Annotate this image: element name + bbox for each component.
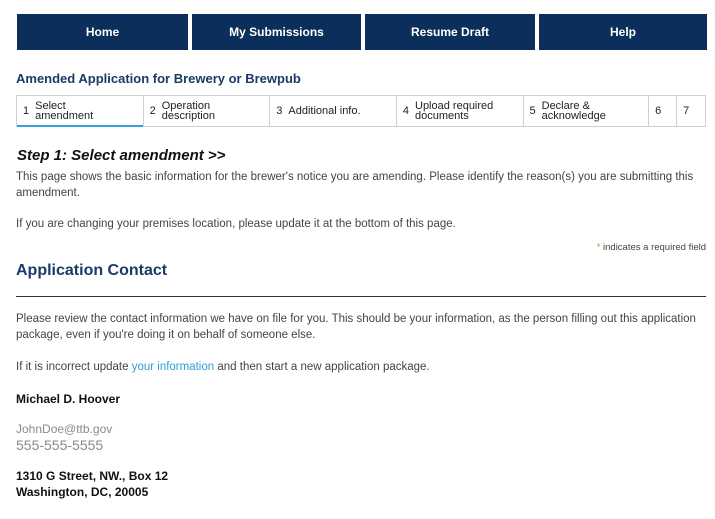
step-label: Additional info. xyxy=(288,105,361,117)
step-number: 5 xyxy=(529,105,536,117)
nav-my-submissions-button[interactable]: My Submissions xyxy=(192,14,361,50)
section-title-application-contact: Application Contact xyxy=(16,262,168,279)
contact-review-text: Please review the contact information we have on file for you. This should be your information, as the person filling out this application package, even if you're doing it on behalf of someone else. xyxy=(16,313,696,341)
step-label: Declare & acknowledge xyxy=(541,100,606,122)
step-number: 4 xyxy=(402,105,409,117)
incorrect-suffix: and then start a new application package. xyxy=(214,361,430,373)
intro-paragraph: This page shows the basic information for the brewer's notice you are amending. Please identify the reason(s) you are submitting this amendment. xyxy=(16,171,694,199)
contact-address-line2: Washington, DC, 20005 xyxy=(16,485,149,499)
incorrect-prefix: If it is incorrect update xyxy=(16,361,132,373)
contact-phone: 555-555-5555 xyxy=(16,437,104,453)
step-number: 3 xyxy=(276,105,283,117)
step-label: Select amendment xyxy=(35,100,94,122)
step-number: 2 xyxy=(149,105,156,117)
your-information-link[interactable]: your information xyxy=(131,361,215,373)
nav-help-button[interactable]: Help xyxy=(539,14,707,50)
step-5-tab[interactable] xyxy=(524,96,650,126)
step-number: 6 xyxy=(655,105,662,117)
required-field-note xyxy=(597,242,706,253)
contact-email: JohnDoe@ttb.gov xyxy=(16,422,113,436)
step-progress-bar xyxy=(16,95,706,127)
nav-resume-draft-button[interactable]: Resume Draft xyxy=(365,14,535,50)
step-label: Operation description xyxy=(161,100,215,122)
step-number: 7 xyxy=(683,105,690,117)
step-heading: Step 1: Select amendment >> xyxy=(17,147,226,164)
application-title: Amended Application for Brewery or Brewpub xyxy=(16,71,301,86)
premises-note: If you are changing your premises location, please update it at the bottom of this page. xyxy=(16,218,456,230)
step-number: 1 xyxy=(23,105,30,117)
step-6-tab[interactable] xyxy=(649,96,677,126)
contact-address-line1: 1310 G Street, NW., Box 12 xyxy=(16,469,169,483)
section-divider xyxy=(16,296,706,297)
required-asterisk: * xyxy=(596,242,601,253)
step-3-tab[interactable] xyxy=(270,96,397,126)
step-1-tab[interactable] xyxy=(17,96,144,126)
contact-name: Michael D. Hoover xyxy=(16,392,121,406)
top-nav xyxy=(17,14,707,50)
step-7-tab[interactable] xyxy=(677,96,705,126)
incorrect-info-text xyxy=(16,359,696,375)
required-text: indicates a required field xyxy=(603,242,706,253)
step-2-tab[interactable] xyxy=(144,96,271,126)
nav-home-button[interactable]: Home xyxy=(17,14,188,50)
step-4-tab[interactable] xyxy=(397,96,524,126)
step-label: Upload required documents xyxy=(415,100,494,122)
